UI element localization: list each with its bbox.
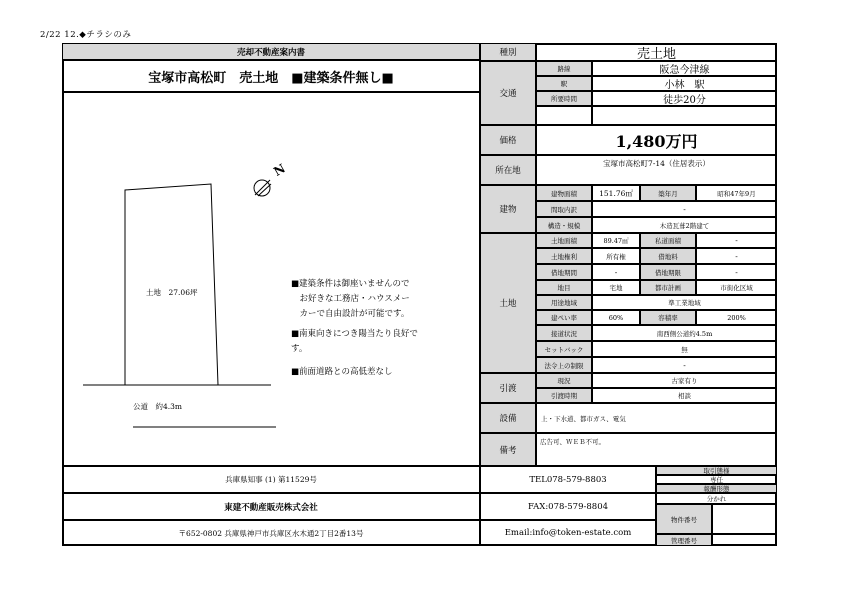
facilities-label: 設備: [480, 403, 536, 433]
land-area-label: 土地面積: [536, 233, 592, 248]
fax-number: FAX:078-579-8804: [480, 493, 656, 520]
map-area: [62, 92, 480, 466]
handover-label: 引渡: [480, 373, 536, 403]
empty-cell: [536, 106, 592, 125]
location-value: 宝塚市高松町7-14（住居表示）: [603, 159, 710, 168]
city-plan-label: 都市計画: [640, 280, 696, 295]
plot-outline: [125, 184, 218, 385]
legal-label: 法令上の制限: [536, 357, 592, 373]
note-line: お好きな工務店・ハウスメー: [291, 294, 410, 304]
lease-remain-label: 借地期限: [640, 264, 696, 280]
time-value: 徒歩20分: [592, 91, 777, 106]
land-right-value: 所有権: [592, 248, 640, 264]
time-label: 所要時間: [536, 91, 592, 106]
deal-type-label: 取引態様: [656, 466, 777, 475]
empty-cell: [592, 106, 777, 125]
top-note: 2/22 12.◆チラシのみ: [40, 30, 132, 40]
note-line: ■南東向きにつき陽当たり良好で: [291, 329, 418, 339]
built-value: 昭和47年9月: [696, 185, 777, 201]
line-label: 路線: [536, 61, 592, 76]
private-road-value: -: [696, 233, 777, 248]
note-line: す。: [291, 344, 308, 354]
management-number-label: 管理番号: [656, 534, 712, 546]
legal-value: -: [592, 357, 777, 373]
traffic-label: 交通: [480, 61, 536, 125]
land-right-label: 土地権利: [536, 248, 592, 264]
private-road-label: 私道面積: [640, 233, 696, 248]
fee-type-value: 分かれ: [656, 493, 777, 504]
lease-remain-value: -: [696, 264, 777, 280]
land-label: 土地: [480, 233, 536, 373]
zoning-value: 準工業地域: [592, 295, 777, 310]
license-number: 兵庫県知事 (1) 第11529号: [62, 466, 480, 493]
fee-type-label: 報酬形態: [656, 484, 777, 493]
handover-time-label: 引渡時期: [536, 388, 592, 403]
flyer-header: 売却不動産案内書: [62, 43, 480, 60]
bcr-value: 60%: [592, 310, 640, 325]
email-address: Email:info@token-estate.com: [480, 520, 656, 546]
category-value: 宅地: [592, 280, 640, 295]
property-number-value: [712, 504, 777, 534]
flyer-title: 宝塚市高松町 売土地 ■建築条件無し■: [62, 60, 480, 92]
far-label: 容積率: [640, 310, 696, 325]
road-status-value: 南西側公道約4.5m: [592, 325, 777, 341]
built-label: 築年月: [640, 185, 696, 201]
property-number-label: 物件番号: [656, 504, 712, 534]
status-label: 現況: [536, 373, 592, 388]
plot-area-label: 土地 27.06坪: [146, 288, 198, 297]
note-line: ■前面道路との高低差なし: [291, 367, 393, 377]
note-line: ■建築条件は御座いませんので: [291, 279, 410, 289]
tel-number: TEL078-579-8803: [480, 466, 656, 493]
setback-value: 無: [592, 341, 777, 357]
station-label: 駅: [536, 76, 592, 91]
company-name: 東建不動産販売株式会社: [62, 493, 480, 520]
type-label: 種別: [480, 43, 536, 61]
site-plan-diagram: [63, 93, 481, 467]
ground-rent-label: 借地料: [640, 248, 696, 264]
price-label: 価格: [480, 125, 536, 155]
setback-label: セットバック: [536, 341, 592, 357]
ground-rent-value: -: [696, 248, 777, 264]
zoning-label: 用途地域: [536, 295, 592, 310]
layout-value: -: [592, 201, 777, 217]
price-value: 1,480万円: [536, 125, 777, 155]
category-label: 地目: [536, 280, 592, 295]
road-status-label: 接道状況: [536, 325, 592, 341]
management-number-value: [712, 534, 777, 546]
land-area-value: 89.47㎡: [592, 233, 640, 248]
company-address: 〒652-0802 兵庫県神戸市兵庫区水木通2丁目2番13号: [62, 520, 480, 546]
location-cell: [536, 155, 777, 185]
remarks-value: 広告可、ＷＥＢ不可。: [540, 438, 605, 446]
line-value: 阪急今津線: [592, 61, 777, 76]
station-value: 小林 駅: [592, 76, 777, 91]
layout-label: 間取内訳: [536, 201, 592, 217]
floor-area-value: 151.76㎡: [592, 185, 640, 201]
city-plan-value: 市街化区域: [696, 280, 777, 295]
selling-points: [291, 277, 418, 380]
far-value: 200%: [696, 310, 777, 325]
road-label: 公道 約4.3m: [133, 402, 183, 411]
location-label: 所在地: [480, 155, 536, 185]
compass-north-label: N: [271, 161, 288, 179]
deal-type-value: 専任: [656, 475, 777, 484]
facilities-value: 上・下水道、都市ガス、電気: [536, 403, 777, 433]
status-value: 古家有り: [592, 373, 777, 388]
type-value: 売土地: [536, 43, 777, 61]
lease-term-value: -: [592, 264, 640, 280]
floor-area-label: 建物面積: [536, 185, 592, 201]
note-line: カーで自由設計が可能です。: [291, 309, 410, 319]
structure-value: 木造瓦葺2階建て: [592, 217, 777, 233]
handover-time-value: 相談: [592, 388, 777, 403]
remarks-cell: [536, 433, 777, 466]
building-label: 建物: [480, 185, 536, 233]
structure-label: 構造・規模: [536, 217, 592, 233]
bcr-label: 建ぺい率: [536, 310, 592, 325]
remarks-label: 備考: [480, 433, 536, 466]
lease-term-label: 借地期間: [536, 264, 592, 280]
